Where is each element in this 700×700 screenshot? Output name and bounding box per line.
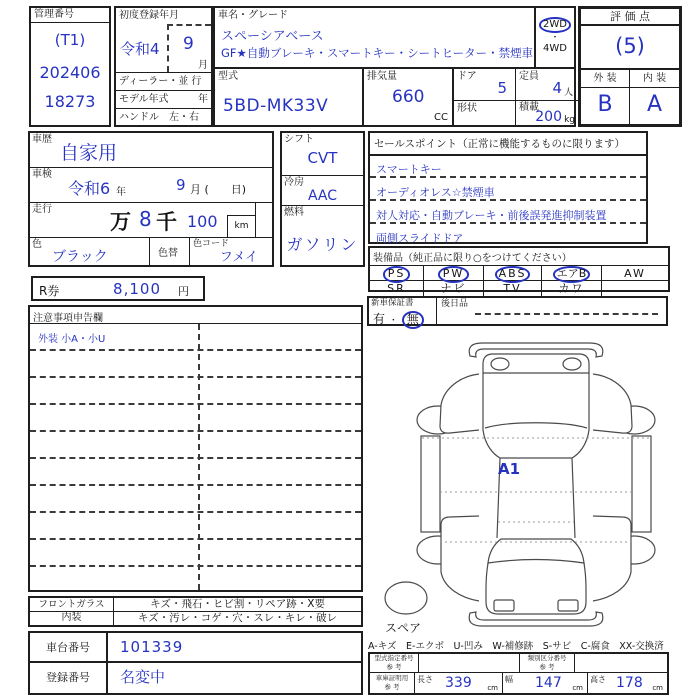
cooling-label: 冷房 — [284, 177, 304, 188]
tail-lamp-right — [558, 600, 578, 611]
type-approval-cell — [370, 654, 419, 672]
cooling-row — [282, 175, 363, 205]
color-row — [30, 237, 272, 267]
exterior-label: 外 装 — [581, 70, 630, 88]
management-number-box — [29, 6, 111, 127]
management-number-line2: 202406 — [39, 62, 101, 82]
shape-label: 形状 — [457, 103, 477, 114]
shift-value: CVT — [307, 148, 338, 167]
notes-row — [30, 513, 361, 540]
warranty-no: 無 — [402, 311, 424, 329]
vehicle-name-area — [215, 8, 534, 67]
id-box — [28, 631, 363, 695]
first-registration-box — [114, 6, 213, 127]
warranty-box — [367, 296, 668, 326]
sill-left — [421, 436, 440, 532]
capacity-label: 定員 — [519, 71, 539, 82]
model-year-label: モデル年式 — [119, 94, 169, 105]
vehicle-name-box — [213, 6, 576, 127]
load-value: 200 — [535, 109, 562, 125]
length-unit: cm — [487, 684, 498, 692]
spec-row — [215, 67, 574, 125]
first-registration-month-unit: 月 — [198, 60, 208, 71]
equipment-item — [602, 281, 668, 296]
garage-cert-ref: 参 考 — [384, 683, 400, 691]
mileage-unit: km — [234, 221, 249, 231]
management-number-label: 管理番号 — [31, 8, 109, 23]
interior-label: 内 装 — [630, 70, 679, 88]
equipment-item: PW — [424, 266, 484, 281]
model-year-unit: 年 — [198, 94, 208, 105]
notes-row — [30, 405, 361, 432]
management-number-line3: 18273 — [44, 91, 96, 111]
equipment-item: カワ — [542, 281, 602, 296]
use-value: 自家用 — [60, 142, 118, 164]
notes-title: 注意事項申告欄 — [30, 307, 361, 324]
equipment-item: ABS — [484, 266, 542, 281]
first-registration-month: 9 — [183, 34, 194, 54]
inspection-rest: 月 ( 日) — [190, 183, 247, 196]
mileage-sen: 千 — [156, 210, 177, 234]
width-unit: cm — [572, 684, 583, 692]
height-value: 178 — [616, 675, 643, 691]
inspection-month: 9 — [176, 176, 186, 194]
class-number-label: 類別区分番号 — [527, 654, 567, 662]
rear-window — [488, 539, 584, 563]
model-code-value: 5BD-MK33V — [223, 96, 329, 116]
first-registration-value-row — [116, 24, 211, 72]
door-cell — [452, 69, 515, 100]
color-code-cell — [189, 238, 272, 267]
notes-row — [30, 432, 361, 459]
inspection-row — [30, 167, 272, 202]
drive-type-cell — [534, 8, 574, 67]
mileage-man: 万 — [110, 210, 131, 234]
mileage-digit1: 8 — [139, 207, 152, 231]
type-approval-label: 型式指定番号 — [374, 654, 414, 662]
class-number-ref: 参 考 — [539, 663, 555, 671]
recycle-ticket-box — [31, 276, 205, 301]
garage-cert-label: 車庫証明用 — [375, 674, 409, 682]
displacement-value: 660 — [392, 87, 425, 107]
inspection-era: 令和6 — [68, 179, 111, 198]
equipment-item: SR — [370, 281, 424, 296]
fuel-value: ガソリン — [286, 235, 359, 254]
inspection-label: 車検 — [32, 169, 52, 180]
first-registration-label: 初度登録年月 — [119, 10, 179, 21]
use-row — [30, 133, 272, 167]
cooling-value: AAC — [307, 188, 338, 204]
displacement-unit: CC — [434, 112, 448, 123]
equipment-item: エアB — [542, 266, 602, 281]
garage-cert-cell — [370, 673, 415, 693]
vehicle-name-line1: スペーシアベース — [221, 29, 324, 44]
drive-type-2wd: 2WD — [539, 17, 571, 33]
capacity-cell — [515, 69, 578, 100]
exterior-interior-grid — [581, 68, 679, 124]
reference-row2 — [370, 673, 667, 693]
recycle-ticket-unit: 円 — [178, 285, 189, 298]
color-change-label: 色替 — [158, 248, 178, 259]
chassis-label: 車台番号 — [30, 633, 108, 661]
sales-point-item: 対人対応・自動ブレーキ・前後誤発進抑制装置 — [370, 201, 646, 224]
registration-value: 名変中 — [120, 668, 166, 686]
reference-row1 — [370, 654, 667, 673]
door-value: 5 — [497, 79, 507, 97]
notes-row — [30, 567, 361, 594]
sill-right — [632, 436, 651, 532]
mileage-spare-cell — [255, 203, 272, 237]
length-label: 長さ — [417, 675, 433, 684]
use-label: 車歴 — [32, 134, 52, 145]
front-glass-row — [30, 598, 361, 612]
warranty-sep: ・ — [388, 315, 398, 326]
sales-points-title: セールスポイント（正常に機能するものに限ります） — [370, 133, 646, 156]
length-value: 339 — [445, 675, 472, 691]
mileage-label: 走行 — [32, 204, 52, 215]
later-parts-line — [475, 313, 658, 315]
inspection-year-unit: 年 — [116, 187, 126, 198]
first-registration-era: 令和4 — [120, 40, 160, 58]
handle-row: ハンドル 左・右 — [116, 108, 211, 125]
shape-cell — [452, 100, 515, 127]
width-label: 幅 — [505, 675, 513, 684]
capacity-unit: 人 — [563, 88, 573, 98]
equipment-box — [368, 246, 670, 295]
chassis-row — [30, 633, 361, 663]
tail-lamp-left — [494, 600, 514, 611]
history-box — [28, 131, 274, 267]
chassis-value: 101339 — [120, 638, 184, 656]
equipment-item: PS — [370, 266, 424, 281]
vehicle-name-line2: GF★自動ブレーキ・スマートキー・シートヒーター・禁煙車 — [221, 46, 534, 60]
front-glass-label: フロントガラス — [30, 598, 114, 611]
equipment-title: 装備品（純正品に限り○をつけてください） — [370, 248, 668, 266]
drive-type-4wd: 4WD — [543, 43, 567, 55]
height-cell — [588, 673, 667, 693]
sales-point-item: スマートキー — [370, 156, 646, 178]
color-change-cell — [149, 238, 189, 267]
notes-row — [30, 378, 361, 405]
mileage-row — [30, 202, 272, 237]
grade-label: 評 価 点 — [581, 9, 679, 26]
vehicle-diagram — [358, 326, 696, 642]
notes-row — [30, 540, 361, 567]
load-unit: kg — [564, 115, 575, 125]
recycle-ticket-label: R券 — [39, 284, 60, 298]
management-number-line1: (T1) — [54, 30, 86, 49]
color-label: 色 — [32, 239, 42, 250]
notes-grid — [30, 324, 361, 590]
sales-points-box — [368, 131, 648, 244]
registration-row — [30, 663, 361, 693]
notes-row — [30, 324, 361, 351]
model-code-label: 型式 — [218, 71, 238, 82]
warranty-cell — [369, 298, 437, 324]
shift-label: シフト — [284, 134, 314, 145]
notes-row — [30, 459, 361, 486]
vehicle-name-label: 車名・グレード — [218, 10, 288, 21]
door-front-left — [440, 374, 479, 433]
equipment-item: TV — [484, 281, 542, 296]
class-number-value — [575, 654, 667, 672]
width-value: 147 — [535, 675, 562, 691]
sales-point-item: オーディオレス☆禁煙車 — [370, 178, 646, 201]
length-cell — [415, 673, 503, 693]
spare-tire — [385, 582, 427, 614]
grade-box — [578, 6, 682, 127]
height-label: 高さ — [590, 675, 606, 684]
later-parts-label: 後日品 — [441, 299, 469, 309]
reference-table — [368, 652, 669, 695]
fuel-label: 燃料 — [284, 207, 304, 218]
interior-value: キズ・汚レ・コゲ・穴・スレ・キレ・破レ — [137, 612, 338, 624]
registration-label: 登録番号 — [30, 663, 108, 693]
load-cell — [515, 100, 578, 127]
exterior-grade: B — [581, 88, 630, 124]
interior-row — [30, 612, 361, 625]
type-approval-value — [419, 654, 520, 672]
model-code-cell — [215, 69, 362, 125]
notes-row — [30, 351, 361, 378]
color-code-value: フメイ — [219, 250, 258, 265]
equipment-grid — [370, 266, 668, 296]
width-cell — [503, 673, 588, 693]
interior-grade: A — [646, 92, 663, 117]
cabin-side-right — [572, 458, 575, 538]
displacement-label: 排気量 — [367, 71, 397, 82]
front-glass-value: キズ・飛石・ヒビ割・リペア跡・X要 — [150, 598, 325, 610]
warranty-yes: 有 — [373, 311, 386, 326]
notes-row — [30, 486, 361, 513]
height-unit: cm — [652, 684, 663, 692]
color-value: ブラック — [52, 249, 108, 265]
drive-type-dot: ・ — [550, 32, 560, 43]
fuel-row — [282, 205, 363, 267]
spare-tire-label: スペア — [385, 621, 422, 635]
door-rear-left — [441, 516, 479, 601]
type-approval-ref: 参 考 — [386, 663, 402, 671]
glass-interior-box — [28, 596, 363, 627]
model-year-row — [116, 90, 211, 108]
door-rear-right — [593, 516, 631, 601]
recycle-ticket-value: 8,100 — [113, 280, 161, 298]
color-code-label: 色コード — [193, 239, 230, 249]
interior-label: 内装 — [30, 612, 114, 625]
warranty-label: 新車保証書 — [371, 298, 414, 308]
load-label: 積載 — [519, 102, 539, 113]
damage-legend: A-キズ E-エクボ U-凹み W-補修跡 S-サビ C-腐食 XX-交換済 — [368, 641, 664, 652]
drivetrain-box — [280, 131, 365, 267]
grade-value: (5) — [615, 34, 645, 58]
equipment-item: ナビ — [424, 281, 484, 296]
displacement-cell — [362, 69, 452, 125]
door-label: ドア — [457, 71, 477, 82]
mileage-digit2: 100 — [187, 212, 218, 231]
dealer-parallel-row: ディーラー・並 行 — [116, 72, 211, 90]
notes-entry: 外装 小A・小U — [38, 334, 106, 345]
later-parts-cell — [437, 298, 666, 324]
door-front-right — [593, 374, 632, 433]
shift-row — [282, 133, 363, 175]
notes-box — [28, 305, 363, 592]
first-registration-month-cell — [167, 24, 211, 72]
mileage-unit-cell — [227, 215, 255, 237]
sales-point-item: 両側スライドドア — [376, 232, 464, 245]
damage-mark-a1: A1 — [498, 460, 521, 478]
equipment-item: AW — [602, 266, 668, 281]
class-number-cell — [520, 654, 575, 672]
capacity-value: 4 — [552, 79, 562, 97]
notes-column-divider — [198, 324, 200, 590]
